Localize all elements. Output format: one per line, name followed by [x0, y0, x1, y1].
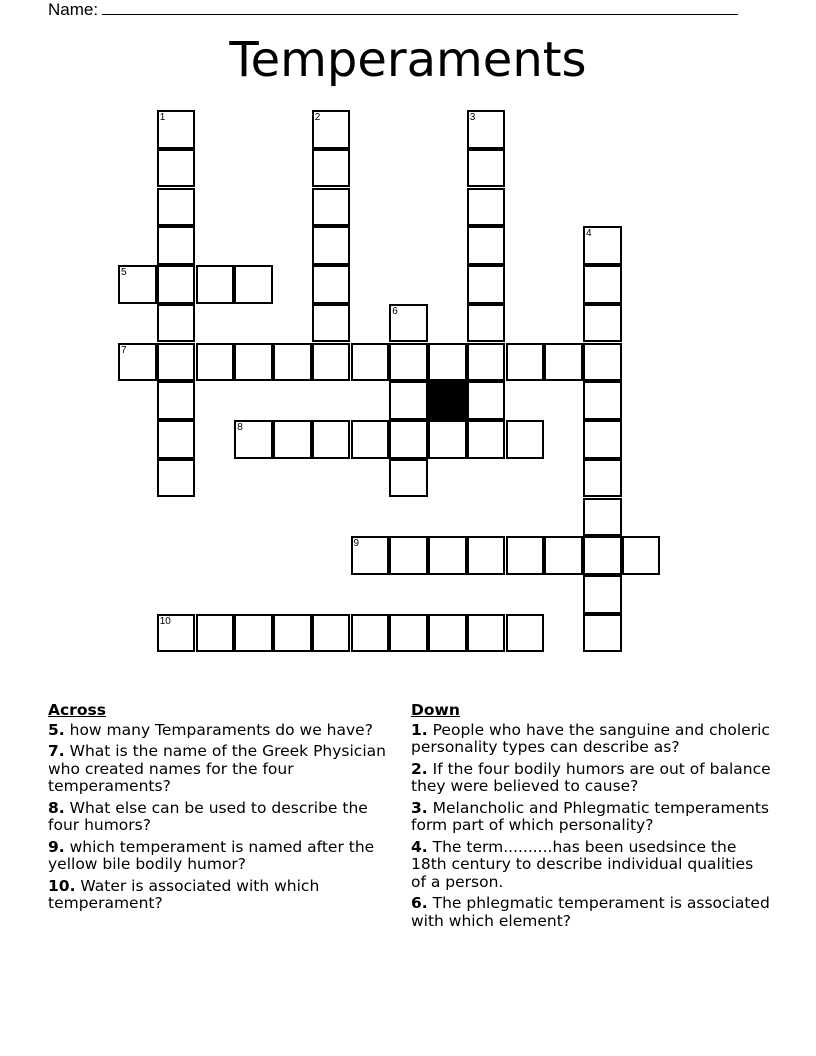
grid-cell[interactable] [506, 343, 545, 382]
grid-cell[interactable] [234, 614, 273, 653]
page-title: Temperaments [229, 32, 587, 88]
grid-cell[interactable] [196, 614, 235, 653]
grid-cell[interactable] [351, 614, 390, 653]
grid-cell[interactable] [273, 343, 312, 382]
grid-cell[interactable] [312, 188, 351, 227]
grid-cell[interactable] [428, 343, 467, 382]
grid-cell[interactable] [157, 149, 196, 188]
grid-cell[interactable] [157, 343, 196, 382]
grid-cell[interactable] [157, 304, 196, 343]
down-clue [411, 839, 771, 892]
grid-cell[interactable] [157, 110, 196, 149]
clue-number-label: 5 [121, 267, 127, 278]
down-clue [411, 800, 771, 835]
grid-cell[interactable] [234, 343, 273, 382]
clue-number: 10. [48, 876, 76, 895]
grid-cell[interactable] [351, 343, 390, 382]
clue-number: 8. [48, 798, 65, 817]
down-heading: Down [411, 701, 460, 719]
across-clue [48, 722, 393, 740]
clue-text: The term..........has been usedsince the 18th century to describe individual qualities of a person. [411, 837, 754, 891]
grid-cell[interactable] [583, 536, 622, 575]
down-clue [411, 761, 771, 796]
name-label: Name: [48, 0, 99, 19]
grid-cell[interactable] [467, 536, 506, 575]
clue-text: which temperament is named after the yellow bile bodily humor? [48, 837, 375, 873]
clue-number-label: 2 [314, 112, 321, 123]
across-clue [48, 743, 393, 796]
grid-cell[interactable] [467, 188, 506, 227]
grid-cell[interactable] [467, 381, 506, 420]
grid-cell[interactable] [467, 110, 506, 149]
grid-cell[interactable] [622, 536, 661, 575]
grid-cell[interactable] [351, 420, 390, 459]
grid-cell[interactable] [467, 343, 506, 382]
clue-number: 7. [48, 742, 65, 760]
grid-cell[interactable] [583, 420, 622, 459]
grid-cell[interactable] [157, 614, 196, 653]
clue-text: Melancholic and Phlegmatic temperaments form part of which personality? [411, 798, 769, 834]
grid-cell[interactable] [118, 265, 157, 304]
grid-cell[interactable] [157, 188, 196, 227]
clue-text: The phlegmatic temperament is associated with which element? [411, 894, 770, 930]
grid-cell[interactable] [583, 265, 622, 304]
grid-cell[interactable] [312, 265, 351, 304]
clue-number-label: 3 [469, 112, 476, 123]
grid-cell[interactable] [583, 381, 622, 420]
clue-text: People who have the sanguine and choleric personality types can describe as? [411, 720, 770, 756]
clue-number: 6. [411, 894, 428, 912]
clue-text: What else can be used to describe the four humors? [48, 798, 368, 834]
grid-cell[interactable] [273, 614, 312, 653]
grid-cell[interactable] [351, 536, 390, 575]
clue-number: 2. [411, 759, 428, 778]
grid-cell[interactable] [157, 459, 196, 498]
grid-cell[interactable] [312, 614, 351, 653]
grid-cell[interactable] [428, 536, 467, 575]
across-clue [48, 839, 393, 874]
clue-text: Water is associated with which temperament? [48, 876, 320, 912]
grid-cell[interactable] [506, 420, 545, 459]
grid-cell[interactable] [234, 420, 273, 459]
grid-cell[interactable] [157, 420, 196, 459]
grid-cell[interactable] [583, 498, 622, 537]
grid-cell[interactable] [467, 265, 506, 304]
clue-number-label: 6 [392, 305, 398, 317]
grid-cell[interactable] [506, 536, 545, 575]
grid-cell[interactable] [312, 343, 351, 382]
grid-cell[interactable] [196, 265, 235, 304]
clue-number: 9. [48, 837, 65, 856]
grid-cell[interactable] [389, 381, 428, 420]
clue-text: If the four bodily humors are out of balance they were believed to cause? [411, 759, 771, 795]
grid-cell[interactable] [467, 304, 506, 343]
grid-cell[interactable] [196, 343, 235, 382]
grid-cell[interactable] [234, 265, 273, 304]
grid-cell[interactable] [157, 381, 196, 420]
clue-number: 4. [411, 837, 428, 856]
down-clue [411, 722, 771, 757]
clue-number-label: 8 [237, 422, 243, 433]
down-clue [411, 895, 771, 930]
grid-cell[interactable] [389, 343, 428, 382]
across-clue [48, 878, 393, 913]
clue-number-label: 9 [353, 538, 360, 550]
grid-cell[interactable] [583, 343, 622, 382]
grid-cell[interactable] [389, 304, 428, 343]
down-clues [411, 702, 771, 934]
grid-cell[interactable] [389, 614, 428, 653]
grid-cell[interactable] [583, 459, 622, 498]
grid-cell[interactable] [312, 110, 351, 149]
grid-cell[interactable] [389, 536, 428, 575]
grid-cell[interactable] [467, 226, 506, 265]
clue-number: 5. [48, 720, 65, 739]
clue-number-label: 10 [159, 615, 171, 627]
clue-number-label: 1 [159, 112, 166, 123]
grid-cell[interactable] [428, 420, 467, 459]
across-heading: Across [48, 701, 106, 719]
clue-text: What is the name of the Greek Physician who created names for the four temperaments? [48, 742, 386, 795]
grid-cell[interactable] [467, 420, 506, 459]
grid-cell[interactable] [467, 614, 506, 653]
grid-cell[interactable] [157, 226, 196, 265]
grid-cell[interactable] [312, 226, 351, 265]
grid-cell[interactable] [467, 149, 506, 188]
grid-cell[interactable] [312, 420, 351, 459]
clue-text: how many Temparaments do we have? [69, 720, 373, 739]
across-clue [48, 800, 393, 835]
grid-cell[interactable] [118, 343, 157, 382]
across-clues [48, 702, 393, 917]
grid-cell[interactable] [273, 420, 312, 459]
clue-number-label: 4 [586, 228, 592, 240]
grid-cell[interactable] [506, 614, 545, 653]
grid-cell[interactable] [157, 265, 196, 304]
black-square [428, 381, 467, 420]
grid-cell[interactable] [389, 459, 428, 498]
grid-cell[interactable] [428, 614, 467, 653]
grid-cell[interactable] [583, 575, 622, 614]
grid-cell[interactable] [583, 304, 622, 343]
grid-cell[interactable] [544, 536, 583, 575]
grid-cell[interactable] [312, 149, 351, 188]
grid-cell[interactable] [583, 226, 622, 265]
clue-number: 1. [411, 720, 428, 739]
grid-cell[interactable] [312, 304, 351, 343]
grid-cell[interactable] [583, 614, 622, 653]
grid-cell[interactable] [544, 343, 583, 382]
grid-cell[interactable] [389, 420, 428, 459]
clue-number: 3. [411, 798, 428, 817]
clue-number-label: 7 [121, 344, 127, 356]
